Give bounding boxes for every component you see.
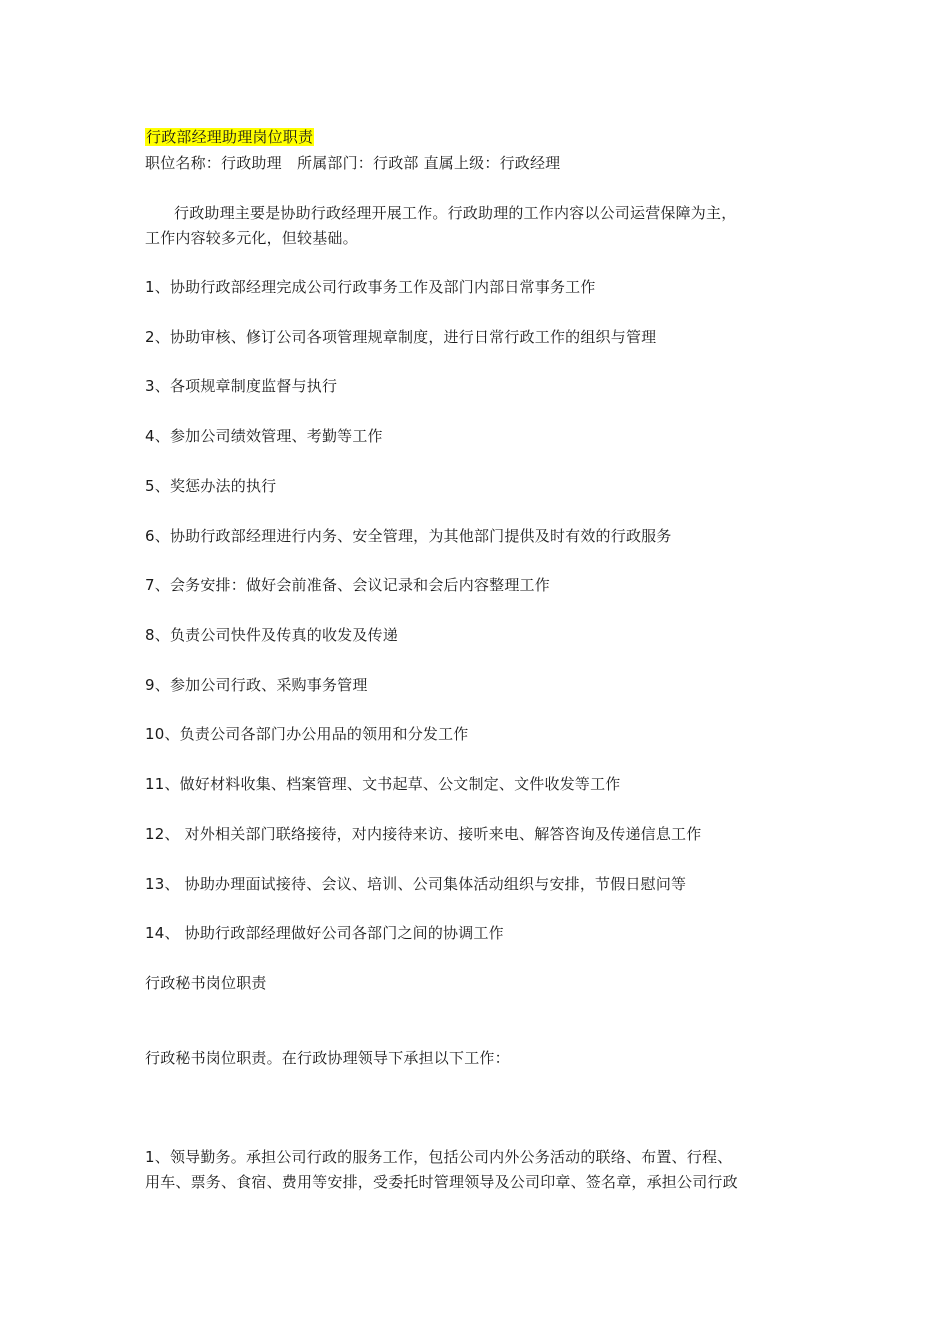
duty-item-12: 12、 对外相关部门联络接待，对内接待来访、接听来电、解答咨询及传递信息工作 (145, 825, 702, 843)
intro-line-2: 工作内容较多元化，但较基础。 (145, 229, 358, 247)
duty-item-2: 2、协助审核、修订公司各项管理规章制度，进行日常行政工作的组织与管理 (145, 328, 657, 346)
section2-intro: 行政秘书岗位职责。在行政协理领导下承担以下工作： (145, 1049, 510, 1067)
duty-item-1: 1、协助行政部经理完成公司行政事务工作及部门内部日常事务工作 (145, 278, 596, 296)
section2-title: 行政秘书岗位职责 (145, 974, 267, 992)
duty-item-13: 13、 协助办理面试接待、会议、培训、公司集体活动组织与安排，节假日慰问等 (145, 875, 687, 893)
duty-item-6: 6、协助行政部经理进行内务、安全管理，为其他部门提供及时有效的行政服务 (145, 527, 672, 545)
title-highlight: 行政部经理助理岗位职责 (146, 128, 314, 146)
duty-item-10: 10、负责公司各部门办公用品的领用和分发工作 (145, 725, 469, 743)
duty-item-14: 14、 协助行政部经理做好公司各部门之间的协调工作 (145, 924, 504, 942)
section2-item1-line2: 用车、票务、食宿、费用等安排，受委托时管理领导及公司印章、签名章，承担公司行政 (145, 1173, 738, 1191)
duty-item-3: 3、各项规章制度监督与执行 (145, 377, 338, 395)
duty-item-4: 4、参加公司绩效管理、考勤等工作 (145, 427, 383, 445)
duty-item-8: 8、负责公司快件及传真的收发及传递 (145, 626, 398, 644)
duty-item-9: 9、参加公司行政、采购事务管理 (145, 676, 368, 694)
position-info: 职位名称：行政助理 所属部门：行政部 直属上级：行政经理 (145, 154, 561, 172)
document-title (145, 126, 314, 148)
duty-item-11: 11、做好材料收集、档案管理、文书起草、公文制定、文件收发等工作 (145, 775, 621, 793)
duty-item-5: 5、奖惩办法的执行 (145, 477, 277, 495)
section2-item1-line1: 1、领导勤务。承担公司行政的服务工作，包括公司内外公务活动的联络、布置、行程、 (145, 1148, 733, 1166)
intro-line-1: 行政助理主要是协助行政经理开展工作。行政助理的工作内容以公司运营保障为主， (174, 204, 737, 222)
duty-item-7: 7、会务安排：做好会前准备、会议记录和会后内容整理工作 (145, 576, 550, 594)
